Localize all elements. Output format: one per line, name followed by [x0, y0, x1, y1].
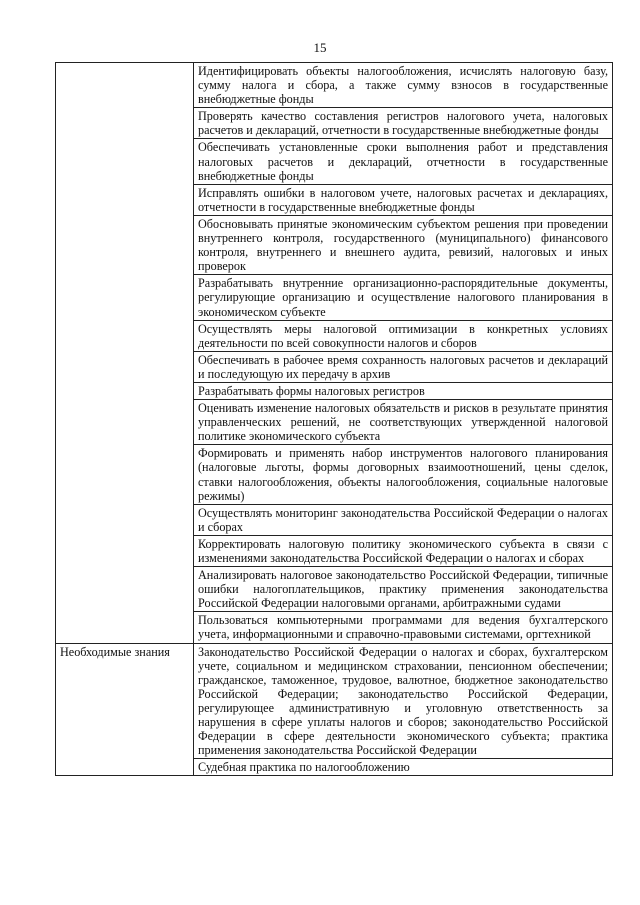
table-row	[56, 63, 613, 108]
abilities-label-cell	[56, 63, 194, 644]
knowledge-item: Судебная практика по налогообложению	[194, 759, 613, 776]
ability-item: Пользоваться компьютерными программами для ведения бухгалтерского учета, информационными и справочно-правовыми системами, оргтехникой	[194, 612, 613, 643]
ability-item: Корректировать налоговую политику экономического субъекта в связи с изменениями законодательства Российской Федерации о налогах и сборах	[194, 535, 613, 566]
ability-item: Идентифицировать объекты налогообложения, исчислять налоговую базу, сумму налога и сбора, а также сумму взносов в государственные внебюджетные фонды	[194, 63, 613, 108]
ability-item: Обеспечивать в рабочее время сохранность налоговых расчетов и деклараций и последующую их передачу в архив	[194, 351, 613, 382]
requirements-table	[55, 62, 613, 776]
ability-item: Проверять качество составления регистров налогового учета, налоговых расчетов и деклараций, отчетности в государственные внебюджетные фонды	[194, 108, 613, 139]
ability-item: Осуществлять меры налоговой оптимизации в конкретных условиях деятельности по всей совокупности налогов и сборов	[194, 320, 613, 351]
ability-item: Разрабатывать формы налоговых регистров	[194, 382, 613, 399]
ability-item: Осуществлять мониторинг законодательства Российской Федерации о налогах и сборах	[194, 504, 613, 535]
ability-item: Обосновывать принятые экономическим субъектом решения при проведении внутреннего контроля, государственного (муниципального) финансового контроля, внутреннего и внешнего аудита, ревизий, налоговых и иных проверок	[194, 215, 613, 274]
page-number: 15	[313, 40, 327, 55]
ability-item: Обеспечивать установленные сроки выполнения работ и представления налоговых расчетов и деклараций, отчетности в государственные внебюджетные фонды	[194, 139, 613, 184]
table-row	[56, 643, 613, 759]
knowledge-item: Законодательство Российской Федерации о налогах и сборах, бухгалтерском учете, социальном и медицинском страховании, пенсионном обеспечении; гражданское, таможенное, трудовое, валютное, бюджетное законодательство Российской Федерации; законодательство Российской Федерации, регулирующее административную и уголовную ответственность за нарушения в сфере уплаты налогов и сборов; законодательство Российской Федерации в сфере деятельности экономического субъекта; практика применения законодательства Российской Федерации	[194, 643, 613, 759]
ability-item: Оценивать изменение налоговых обязательств и рисков в результате принятия управленческих решений, не соответствующих утвержденной налоговой политике экономического субъекта	[194, 400, 613, 445]
ability-item: Анализировать налоговое законодательство Российской Федерации, типичные ошибки налогоплательщиков, практику применения законодательства Российской Федерации налоговыми органами, арбитражными судами	[194, 567, 613, 612]
ability-item: Разрабатывать внутренние организационно-распорядительные документы, регулирующие организацию и осуществление налогового планирования в экономическом субъекте	[194, 275, 613, 320]
ability-item: Исправлять ошибки в налоговом учете, налоговых расчетах и декларациях, отчетности в государственные внебюджетные фонды	[194, 184, 613, 215]
knowledge-label: Необходимые знания	[56, 643, 194, 776]
ability-item: Формировать и применять набор инструментов налогового планирования (налоговые льготы, формы договорных взаимоотношений, цены сделок, ставки налогообложения, объекты налогообложения, социальные налоговые режимы)	[194, 445, 613, 504]
